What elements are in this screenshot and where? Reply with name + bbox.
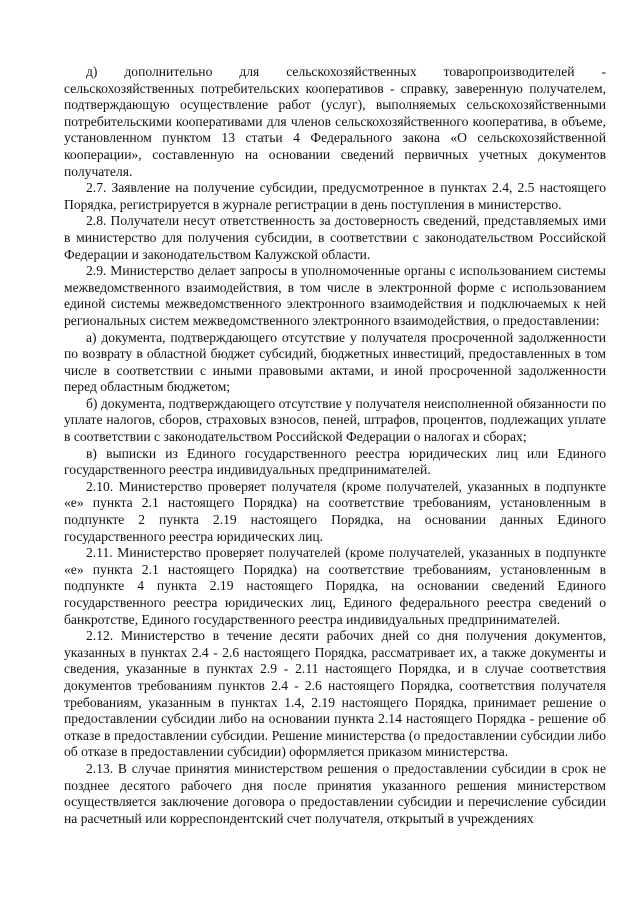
paragraph-2-9-v: в) выписки из Единого государственного реестра юридических лиц или Единого государственного реестра индивидуальных предпринимателей. <box>64 445 606 478</box>
paragraph-2-12: 2.12. Министерство в течение десяти рабочих дней со дня получения документов, указанных в пунктах 2.4 - 2.6 настоящего Порядка, рассматривает их, а также документы и сведения, указанные в пунктах 2.9 - 2.11 настоящего Порядка, и в случае соответствия документов требованиям пунктов 2.4 - 2.6 настоящего Порядка, соответствия получателя требованиям, указанным в пунктах 1.4, 2.19 настоящего Порядка, принимает решение о предоставлении субсидии либо на основании пункта 2.14 настоящего Порядка - решение об отказе в предоставлении субсидии. Решение министерства (о предоставлении субсидии либо об отказе в предоставлении субсидии) оформляется приказом министерства. <box>64 628 606 760</box>
paragraph-2-13: 2.13. В случае принятия министерством решения о предоставлении субсидии в срок не позднее десятого рабочего дня после принятия указанного решения министерством осуществляется заключение договора о предоставлении субсидии и перечисление субсидии на расчетный или корреспондентский счет получателя, открытый в учреждениях <box>64 760 606 826</box>
paragraph-2-11: 2.11. Министерство проверяет получателей (кроме получателей, указанных в подпункте «е» пункта 2.1 настоящего Порядка) на соответствие требованиям, установленным в подпункте 4 пункта 2.19 настоящего Порядка, на основании сведений Единого государственного реестра юридических лиц, Единого федерального реестра сведений о банкротстве, Единого государственного реестра индивидуальных предпринимателей. <box>64 545 606 627</box>
paragraph-2-10: 2.10. Министерство проверяет получателя (кроме получателей, указанных в подпункте «е» пункта 2.1 настоящего Порядка) на соответствие требованиям, установленным в подпункте 2 пункта 2.19 настоящего Порядка, на основании данных Единого государственного реестра юридических лиц. <box>64 478 606 544</box>
paragraph-2-9-b: б) документа, подтверждающего отсутствие у получателя неисполненной обязанности по уплате налогов, сборов, страховых взносов, пеней, штрафов, процентов, подлежащих уплате в соответствии с законодательством Российской Федерации о налогах и сборах; <box>64 395 606 445</box>
paragraph-2-8: 2.8. Получатели несут ответственность за достоверность сведений, представляемых ими в министерство для получения субсидии, в соответствии с законодательством Российской Федерации и законодательством Калужской области. <box>64 213 606 262</box>
document-body <box>64 64 606 827</box>
paragraph-subitem-d: д) дополнительно для сельскохозяйственных товаропроизводителей - сельскохозяйственных потребительских кооперативов - справку, заверенную получателем, подтверждающую осуществление работ (услуг), выполняемых сельскохозяйственными потребительскими кооперативами для членов сельскохозяйственного кооператива, в объеме, установленном пунктом 13 статьи 4 Федерального закона «О сельскохозяйственной кооперации», составленную на основании сведений первичных учетных документов получателя. <box>64 64 606 179</box>
paragraph-2-9: 2.9. Министерство делает запросы в уполномоченные органы с использованием системы межведомственного взаимодействия, в том числе в электронной форме с использованием единой системы межведомственного электронного взаимодействия и подключаемых к ней региональных систем межведомственного электронного взаимодействия, о предоставлении: <box>64 263 606 328</box>
paragraph-2-9-a: а) документа, подтверждающего отсутствие у получателя просроченной задолженности по возврату в областной бюджет субсидий, бюджетных инвестиций, предоставленных в том числе в соответствии с иными правовыми актами, и иной просроченной задолженности перед областным бюджетом; <box>64 329 606 395</box>
paragraph-2-7: 2.7. Заявление на получение субсидии, предусмотренное в пунктах 2.4, 2.5 настоящего Порядка, регистрируется в журнале регистрации в день поступления в министерство. <box>64 180 606 212</box>
